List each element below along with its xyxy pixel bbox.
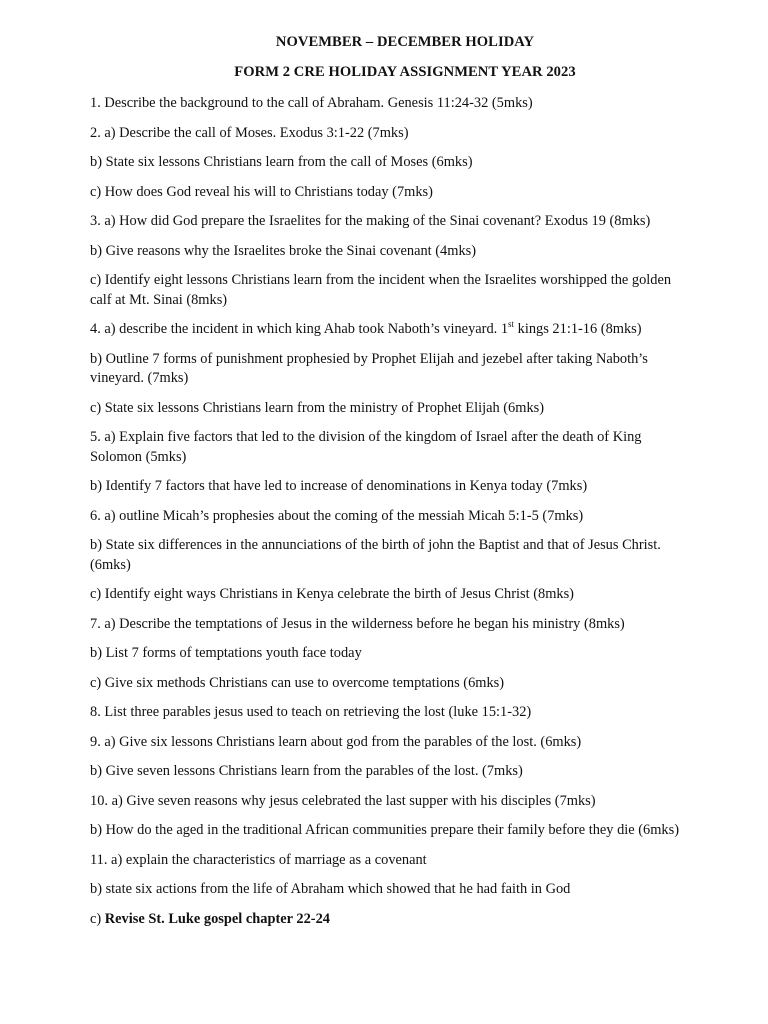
superscript-ordinal: st (508, 319, 515, 329)
question-item: 6. a) outline Micah’s prophesies about the coming of the messiah Micah 5:1-5 (7mks) (90, 507, 584, 524)
question-item: b) State six lessons Christians learn from the call of Moses (6mks) (90, 154, 473, 170)
question-prefix: c) (90, 910, 105, 927)
question-item: c) Identify eight lessons Christians learn from the incident when the Israelites worshipped the golden calf at Mt. Sinai (8mks) (90, 272, 672, 308)
question-item (90, 910, 682, 930)
question-item: 8. List three parables jesus used to teach on retrieving the lost (luke 15:1-32) (90, 704, 532, 720)
question-item: 2. a) Describe the call of Moses. Exodus 3:1-22 (7mks) (90, 124, 409, 141)
question-item: 7. a) Describe the temptations of Jesus in the wilderness before he began his ministry (8mks) (90, 615, 625, 632)
question-item: b) Outline 7 forms of punishment prophesied by Prophet Elijah and jezebel after taking Naboth’s vineyard. (7mks) (90, 350, 648, 386)
question-item: 5. a) Explain five factors that led to the division of the kingdom of Israel after the death of King Solomon (5mks) (90, 429, 642, 465)
document-title: NOVEMBER – DECEMBER HOLIDAY (275, 34, 535, 50)
question-list (90, 94, 682, 939)
question-item: b) Identify 7 factors that have led to increase of denominations in Kenya today (7mks) (90, 478, 588, 494)
question-item: 10. a) Give seven reasons why jesus celebrated the last supper with his disciples (7mks) (90, 792, 596, 809)
question-item: c) State six lessons Christians learn from the ministry of Prophet Elijah (6mks) (90, 399, 545, 416)
question-text: 4. a) describe the incident in which king Ahab took Naboth’s vineyard. 1 (90, 321, 509, 337)
question-item: b) How do the aged in the traditional African communities prepare their family before they die (6mks) (90, 822, 680, 838)
revision-instruction: Revise St. Luke gospel chapter 22-24 (104, 910, 330, 927)
question-item: b) List 7 forms of temptations youth face today (90, 645, 362, 661)
question-item: 1. Describe the background to the call of Abraham. Genesis 11:24-32 (5mks) (90, 95, 533, 111)
question-item: 11. a) explain the characteristics of marriage as a covenant (90, 851, 427, 868)
question-item: c) Identify eight ways Christians in Kenya celebrate the birth of Jesus Christ (8mks) (90, 586, 574, 602)
question-item: 3. a) How did God prepare the Israelites for the making of the Sinai covenant? Exodus 19 (8mks) (90, 213, 651, 229)
question-text: kings 21:1-16 (8mks) (514, 321, 642, 337)
question-item: b) Give seven lessons Christians learn from the parables of the lost. (7mks) (90, 763, 523, 779)
question-item: 9. a) Give six lessons Christians learn about god from the parables of the lost. (6mks) (90, 733, 582, 750)
question-item: b) Give reasons why the Israelites broke the Sinai covenant (4mks) (90, 242, 477, 259)
question-item (90, 320, 682, 340)
document-subtitle: FORM 2 CRE HOLIDAY ASSIGNMENT YEAR 2023 (234, 64, 576, 80)
question-item: b) State six differences in the annunciations of the birth of john the Baptist and that of Jesus Christ. (6mks) (90, 537, 661, 573)
question-item: b) state six actions from the life of Abraham which showed that he had faith in God (90, 881, 571, 897)
question-item: c) How does God reveal his will to Christians today (7mks) (90, 183, 433, 200)
question-item: c) Give six methods Christians can use to overcome temptations (6mks) (90, 674, 505, 691)
